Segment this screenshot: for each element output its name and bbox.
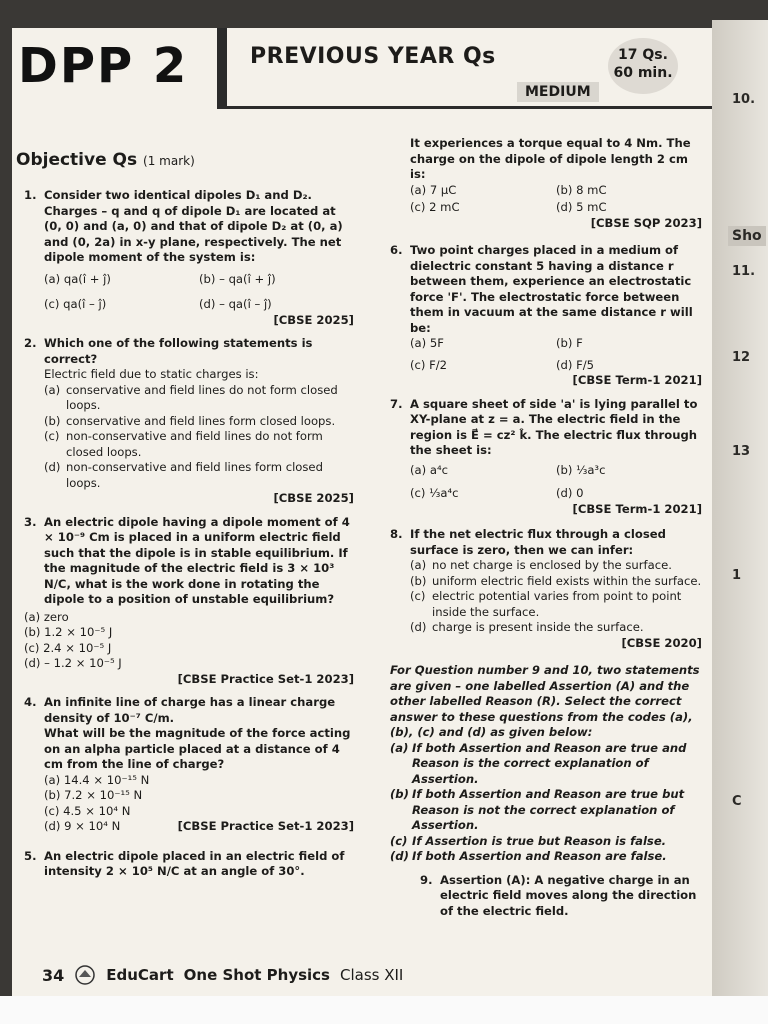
header-divider	[217, 28, 227, 106]
option-a: (a) 14.4 × 10⁻¹⁵ N	[44, 772, 150, 787]
option-b: (b) ⅓a³c	[556, 462, 606, 477]
code-b: (b) If both Assertion and Reason are true but Reason is not the correct explanation of Assertion.	[390, 787, 685, 832]
question-source: [CBSE Practice Set-1 2023]	[177, 671, 354, 686]
question-4	[24, 695, 354, 835]
code-d: (d) If both Assertion and Reason are false.	[390, 849, 667, 863]
question-source: [CBSE Practice Set-1 2023]	[177, 819, 354, 833]
question-number: 4.	[24, 695, 37, 709]
option-c: (c) non-conservative and field lines do not form closed loops.	[44, 429, 323, 459]
question-count: 17 Qs.	[618, 47, 668, 63]
question-text: Which one of the following statements is correct?	[44, 336, 313, 366]
option-b: (b) 7.2 × 10⁻¹⁵ N	[44, 788, 143, 802]
difficulty-badge: MEDIUM	[517, 82, 599, 102]
dpp-heading: DPP 2	[18, 38, 189, 94]
option-d: (d) – 1.2 × 10⁻⁵ J	[24, 656, 122, 670]
edge-number: 11.	[732, 264, 756, 279]
header-title: PREVIOUS YEAR Qs	[250, 44, 496, 69]
option-d: (d) charge is present inside the surface.	[410, 620, 644, 634]
option-b: (b) 8 mC	[556, 182, 607, 197]
question-6	[390, 243, 702, 389]
edge-number: 12	[732, 350, 751, 365]
option-c: (c) 4.5 × 10⁴ N	[44, 803, 131, 818]
question-3	[24, 515, 354, 688]
option-c: (c) F/2	[410, 357, 448, 372]
option-a: (a) zero	[24, 609, 69, 624]
edge-number: 1	[732, 568, 742, 583]
option-b: (b) F	[556, 336, 583, 350]
time-limit: 60 min.	[613, 65, 673, 81]
edge-number: 13	[732, 444, 751, 459]
option-a: (a) 7 μC	[410, 182, 457, 197]
section-title	[16, 150, 195, 170]
question-number: 2.	[24, 336, 37, 350]
option-a: (a) conservative and field lines do not form closed loops.	[44, 382, 338, 412]
edge-number: 10.	[732, 92, 756, 107]
option-c: (c) electric potential varies from point to point inside the surface.	[410, 589, 682, 619]
question-number: 9.	[420, 872, 433, 887]
book-page	[12, 28, 712, 996]
code-c: (c) If Assertion is true but Reason is false.	[390, 833, 667, 848]
question-text: An infinite line of charge has a linear charge density of 10⁻⁷ C/m.	[44, 695, 336, 725]
option-b: (b) conservative and field lines form closed loops.	[44, 413, 336, 428]
option-b: (b) 1.2 × 10⁻⁵ J	[24, 625, 113, 639]
option-c: (c) 2.4 × 10⁻⁵ J	[24, 640, 112, 655]
question-source: [CBSE 2025]	[273, 491, 354, 505]
class-label: Class XII	[340, 966, 404, 984]
option-a: (a) a⁴c	[410, 462, 448, 477]
option-c: (c) ⅓a⁴c	[410, 486, 459, 500]
question-number: 5.	[24, 848, 37, 863]
option-d: (d) 9 × 10⁴ N	[44, 819, 121, 833]
question-source: [CBSE 2025]	[273, 312, 354, 327]
option-b: (b) – qa(î + ĵ)	[199, 271, 276, 286]
question-number: 3.	[24, 514, 37, 529]
question-number: 6.	[390, 243, 403, 257]
option-d: (d) F/5	[556, 357, 595, 372]
left-column	[24, 188, 354, 888]
page-number: 34	[42, 965, 65, 985]
header-rule	[217, 106, 712, 109]
question-source: [CBSE Term-1 2021]	[572, 501, 702, 516]
right-column	[390, 136, 702, 927]
option-d: (d) non-conservative and field lines form closed loops.	[44, 460, 323, 490]
brand-logo-icon	[74, 964, 96, 986]
question-number: 1.	[24, 188, 37, 202]
option-a: (a) 5F	[410, 336, 444, 350]
question-subtext: Electric field due to static charges is:	[44, 367, 259, 381]
book-title: One Shot Physics	[183, 966, 330, 984]
option-a: (a) qa(î + ĵ)	[44, 271, 111, 286]
option-a: (a) no net charge is enclosed by the surface.	[410, 558, 672, 572]
edge-text: Sho	[728, 226, 766, 246]
brand-name: EduCart	[106, 966, 174, 984]
option-c: (c) qa(î – ĵ)	[44, 297, 107, 311]
question-text: Assertion (A): A negative charge in an electric field moves along the direction of the electric field.	[440, 872, 697, 918]
question-7	[390, 397, 702, 518]
edge-letter: C	[732, 794, 742, 809]
question-number: 7.	[390, 396, 403, 411]
question-1	[24, 188, 354, 328]
question-text: An electric dipole placed in an electric field of intensity 2 × 10⁵ N/C at an angle of 30°.	[44, 848, 345, 878]
option-d: (d) 5 mC	[556, 200, 607, 214]
question-9	[390, 873, 702, 920]
question-text: A square sheet of side 'a' is lying parallel to XY-plane at z = a. The electric field in the region is E⃗ = cz² k̂. The electric flux through the sheet is:	[410, 396, 698, 457]
question-source: [CBSE SQP 2023]	[590, 215, 702, 230]
question-text: Two point charges placed in a medium of dielectric constant 5 having a distance r between them, experience an electrostatic force 'F'. The electrostatic force between them in vacuum at the same distance r will be:	[410, 243, 693, 335]
question-text: Consider two identical dipoles D₁ and D₂. Charges – q and q of dipole D₁ are located at (0, 0) and (a, 0) and that of dipole D₂ at (0, a) and (0, 2a) in x-y plane, respectively. The net dipole moment of the system is:	[44, 188, 343, 264]
question-text: If the net electric flux through a closed surface is zero, then we can infer:	[410, 527, 666, 557]
question-text-2: What will be the magnitude of the force acting on an alpha particle placed at a distance of 4 cm from the line of charge?	[44, 726, 351, 771]
instructions-text: For Question number 9 and 10, two statements are given – one labelled Assertion (A) and the other labelled Reason (R). Select the correct answer to these questions from the codes (a), (b), (c) and (d) as given below:	[390, 663, 700, 739]
question-5	[24, 849, 354, 880]
page-footer	[42, 964, 403, 986]
question-count-badge	[608, 38, 678, 94]
question-number: 8.	[390, 527, 403, 541]
question-source: [CBSE Term-1 2021]	[572, 373, 702, 387]
background-strip	[0, 996, 768, 1024]
assertion-instructions	[390, 663, 702, 865]
question-8	[390, 527, 702, 651]
option-c: (c) 2 mC	[410, 200, 460, 214]
adjacent-page-edge	[712, 20, 768, 1010]
option-d: (d) – qa(î – ĵ)	[199, 297, 272, 311]
question-text: An electric dipole having a dipole moment of 4 × 10⁻⁹ Cm is placed in a uniform electric field such that the dipole is in stable equilibrium. If the magnitude of the electric field is 3 × 10³ N/C, what is the work done in rotating the dipole to a position of unstable equilibrium?	[44, 514, 350, 606]
question-2	[24, 336, 354, 507]
question-text: It experiences a torque equal to 4 Nm. The charge on the dipole of dipole length 2 cm is:	[410, 136, 691, 181]
question-source: [CBSE 2020]	[621, 635, 702, 650]
section-title-text: Objective Qs	[16, 150, 138, 170]
section-marks: (1 mark)	[143, 154, 195, 168]
option-d: (d) 0	[556, 486, 584, 500]
option-b: (b) uniform electric field exists within the surface.	[410, 573, 702, 588]
question-5-continued	[390, 136, 702, 231]
code-a: (a) If both Assertion and Reason are true and Reason is the correct explanation of Assertion.	[390, 740, 687, 786]
